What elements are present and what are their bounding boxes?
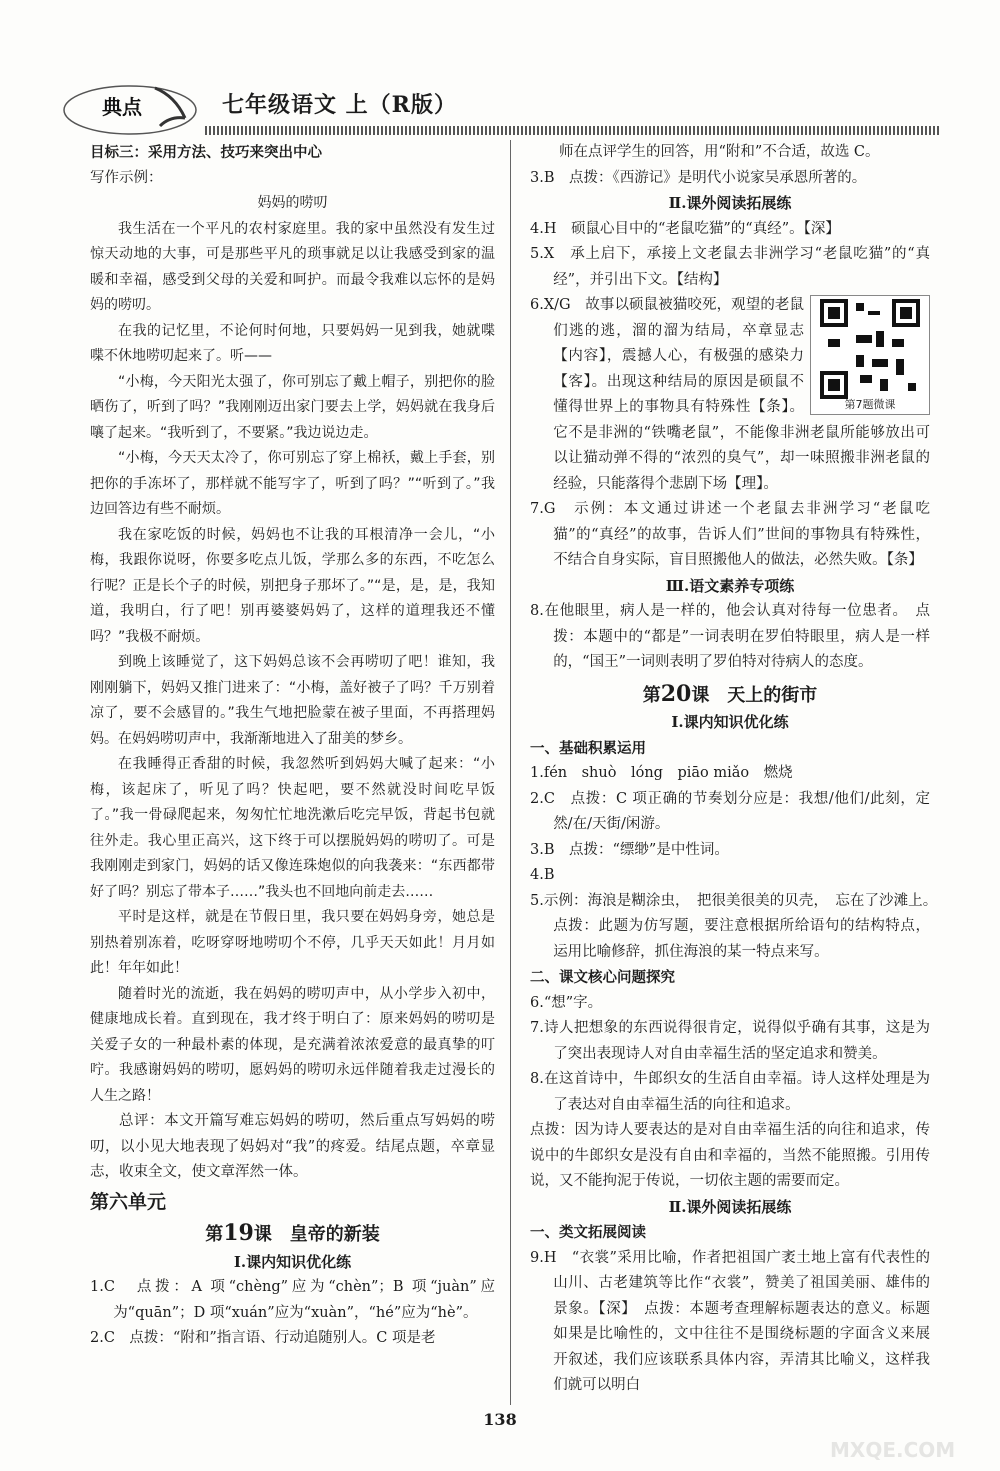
essay-title: 妈妈的唠叨 bbox=[257, 195, 328, 211]
section-heading: Ⅲ.语文素养专项练 bbox=[665, 576, 795, 595]
answer-item: 3.B 点拨：《西游记》是明代小说家吴承恩所著的。 bbox=[530, 169, 867, 186]
qr-code-icon bbox=[820, 299, 920, 399]
answer-item: 7.G 示例：本文通过讲述一个老鼠去非洲学习“老鼠吃猫”的“真经”的故事，告诉人们”世间的事物具有特殊性，不结合自身实际，盲目照搬他人的做法，必然失败。【条】 bbox=[530, 501, 930, 568]
answer-item: 7.诗人把想象的东西说得很肯定，说得似乎确有其事，这是为了突出表现诗人对自由幸福生活的坚定追求和赞美。 bbox=[530, 1020, 930, 1062]
answer-item: 5.X 承上启下，承接上文老鼠去非洲学习“老鼠吃猫”的“真经”，并引出下文。【结构】 bbox=[530, 246, 930, 288]
left-column bbox=[90, 140, 495, 1352]
header-rule bbox=[205, 126, 940, 135]
example-label: 写作示例： bbox=[90, 169, 163, 186]
answer-item: 9.H “衣裳”采用比喻，作者把祖国广袤土地上富有代表性的山川、古老建筑等比作“衣裳”，赞美了祖国美丽、雄伟的景象。【深】 点拨：本题考查理解标题表达的意义。标题如果是比喻性的，文中往往不是围绕标题的字面含义来展开叙述，我们应该联系具体内容，弄清其比喻义，这样我们就可以明白 bbox=[530, 1249, 930, 1393]
qr-code[interactable] bbox=[810, 295, 930, 415]
answer-item: 3.B 点拨：“缥缈”是中性词。 bbox=[530, 841, 729, 858]
lesson-19-heading: 第19课 皇帝的新装 bbox=[205, 1220, 380, 1246]
answer-item: 2.C 点拨：C 项正确的节奏划分应是：我想/他们/此刻，定然/在/天街/闲游。 bbox=[530, 790, 930, 832]
essay-paragraph: 到晚上该睡觉了，这下妈妈总该不会再唠叨了吧！谁知，我刚刚躺下，妈妈又推门进来了：“小梅，盖好被子了吗？千万别着凉了，要不会感冒的。”我生气地把脸蒙在被子里面，不再搭理妈妈。在妈妈唠叨声中，我渐渐地进入了甜美的梦乡。 bbox=[90, 654, 495, 747]
answer-item: 1.fén shuò lóng piāo miǎo 燃烧 bbox=[530, 765, 793, 781]
essay-paragraph: “小梅，今天天太冷了，你可别忘了穿上棉袄，戴上手套，别把你的手冻坏了，那样就不能写字了，听到了吗？”“听到了。”我边回答边有些不耐烦。 bbox=[90, 450, 495, 517]
answer-continuation: 师在点评学生的回答，用“附和”不合适，故选 C。 bbox=[559, 144, 880, 160]
answer-item: 4.H 硕鼠心目中的“老鼠吃猫”的“真经”。【深】 bbox=[530, 220, 840, 237]
answer-item: 8.在这首诗中，牛郎织女的生活自由幸福。诗人这样处理是为了表达对自由幸福生活的向往和追求。 bbox=[530, 1071, 930, 1113]
essay-paragraph: 在我的记忆里，不论何时何地，只要妈妈一见到我，她就喋喋不休地唠叨起来了。听—— bbox=[90, 322, 495, 364]
answer-item: 4.B bbox=[530, 867, 555, 883]
essay-paragraph: 平时是这样，就是在节假日里，我只要在妈妈身旁，她总是别热着别冻着，吃呀穿呀地唠叨个不停，几乎天天如此！月月如此！年年如此！ bbox=[90, 909, 495, 976]
answer-item: 6.“想”字。 bbox=[530, 994, 603, 1011]
essay-paragraph: 我生活在一个平凡的农村家庭里。我的家中虽然没有发生过惊天动地的大事，可是那些平凡的琐事就足以让我感受到家的温暖和幸福，感受到父母的关爱和呵护。而最令我难以忘怀的是妈妈的唠叨。 bbox=[90, 220, 495, 313]
goal-heading: 目标三：采用方法、技巧来突出中心 bbox=[90, 144, 322, 161]
essay-comment: 总评：本文开篇写难忘妈妈的唠叨，然后重点写妈妈的唠叨，以小见大地表现了妈妈对“我”的疼爱。结尾点题，卒章显志，收束全文，使文章浑然一体。 bbox=[90, 1113, 495, 1180]
answer-item: 5.示例：海浪是糊涂虫， 把很美很美的贝壳， 忘在了沙滩上。 点拨：此题为仿写题，要注意根据所给语句的结构特点，运用比喻修辞，抓住海浪的某一特点来写。 bbox=[530, 892, 945, 960]
section-heading: Ⅱ.课外阅读拓展练 bbox=[668, 194, 792, 212]
column-divider bbox=[510, 140, 511, 1405]
section-heading: Ⅰ.课内知识优化练 bbox=[671, 713, 789, 731]
essay-paragraph: 在我睡得正香甜的时候，我忽然听到妈妈大喊了起来：“小梅，该起床了，听见了吗？快起吧，要不然就没时间吃早饭了。”我一骨碌爬起来，匆匆忙忙地洗漱后吃完早饭，背起书包就往外走。我心里正高兴，这下终于可以摆脱妈妈的唠叨了。可是我刚刚走到家门，妈妈的话又像连珠炮似的向我袭来：“东西都带好了吗？别忘了带本子……”我头也不回地向前走去…… bbox=[90, 756, 495, 900]
section-heading: Ⅰ.课内知识优化练 bbox=[233, 1252, 352, 1271]
answer-item: 6.X/G 故事以硕鼠被猫咬死，观望的老鼠们逃的逃，溜的溜为结局，卒章显志【内容】，震撼人心，有极强的感染力【客】。出现这种结局的原因是硕鼠不懂得世界上的事物具有特殊性【条】。它不是非洲的“铁嘴老鼠”，不能像非洲老鼠所能够放出可以让猫动弹不得的“浓烈的臭气”，却一味照搬非洲老鼠的经验，只能落得个悲剧下场【理】。 bbox=[530, 297, 930, 492]
answer-item: 8.在他眼里，病人是一样的，他会认真对待每一位患者。 点拨：本题中的“都是”一词表明在罗伯特眼里，病人是一样的，“国王”一词则表明了罗伯特对待病人的态度。 bbox=[530, 603, 930, 670]
answer-item: 2.C 点拨：“附和”指言语、行动追随别人。C 项是老 bbox=[90, 1330, 436, 1346]
subsection-heading: 二、课文核心问题探究 bbox=[530, 969, 675, 986]
answer-note: 点拨：因为诗人要表达的是对自由幸福生活的向往和追求，传说中的牛郎织女是没有自由和幸福的，当然不能照搬。引用传说，又不能拘泥于传说，一切依主题的需要而定。 bbox=[530, 1122, 930, 1189]
unit-heading: 第六单元 bbox=[90, 1190, 167, 1213]
page-number: 138 bbox=[483, 1410, 517, 1429]
svg-text:典点: 典点 bbox=[102, 95, 142, 119]
page-header bbox=[50, 72, 940, 142]
essay-paragraph: 随着时光的流逝，我在妈妈的唠叨声中，从小学步入初中，健康地成长着。直到现在，我才终于明白了：原来妈妈的唠叨是关爱子女的一种最朴素的体现，是充满着浓浓爱意的最真挚的叮咛。我感谢妈妈的唠叨，愿妈妈的唠叨永远伴随着我走过漫长的人生之路！ bbox=[90, 985, 495, 1104]
subsection-heading: 一、基础积累运用 bbox=[530, 739, 646, 757]
answer-item: 1.C 点拨：A 项“chèng”应为“chèn”；B 项“juàn”应为“quān”；D 项“xuán”应为“xuàn”，“hé”应为“hè”。 bbox=[90, 1279, 495, 1321]
essay-paragraph: “小梅，今天阳光太强了，你可别忘了戴上帽子，别把你的脸晒伤了，听到了吗？”我刚刚迈出家门要去上学，妈妈就在我身后嚷了起来。“我听到了，不要紧。”我边说边走。 bbox=[90, 373, 495, 441]
book-title: 七年级语文 上（R版） bbox=[222, 92, 457, 118]
book-logo-icon bbox=[60, 78, 210, 138]
right-column bbox=[530, 140, 945, 1399]
watermark: MXQE.COM bbox=[830, 1438, 956, 1462]
essay-paragraph: 我在家吃饭的时候，妈妈也不让我的耳根清净一会儿，“小梅，我跟你说呀，你要多吃点儿饭，学那么多的东西，不吃怎么行呢？正是长个子的时候，别把身子那坏了。”“是，是，是，我知道，我明白，行了吧！别再婆婆妈妈了，这样的道理我还不懂吗？”我极不耐烦。 bbox=[90, 526, 495, 645]
qr-label: 第7题微课 bbox=[844, 398, 896, 411]
lesson-20-heading: 第20课 天上的街市 bbox=[642, 680, 818, 707]
section-heading: Ⅱ.课外阅读拓展练 bbox=[668, 1197, 792, 1216]
subsection-heading: 一、类文拓展阅读 bbox=[530, 1224, 646, 1241]
